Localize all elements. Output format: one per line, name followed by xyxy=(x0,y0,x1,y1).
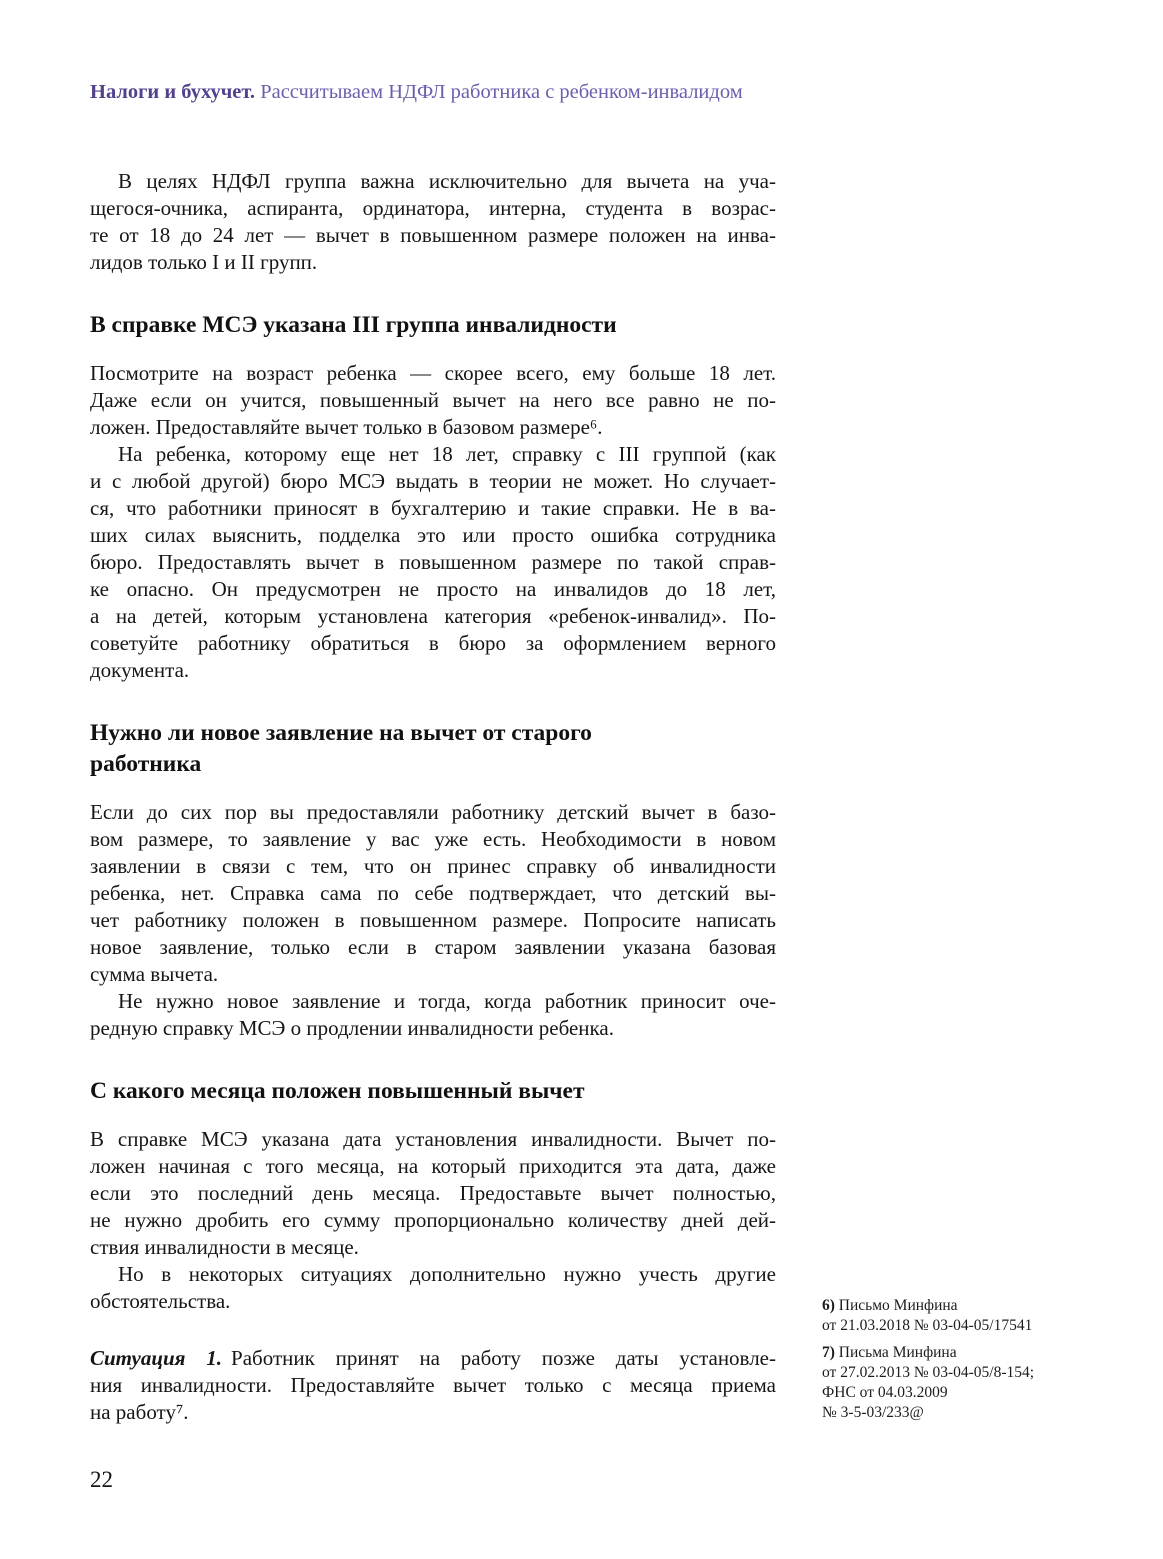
text-line: новое заявление, только если в старом заявлении указана базовая xyxy=(90,935,776,959)
publication-name: Налоги и бухучет. xyxy=(90,81,256,103)
text-line: ложен начиная с того месяца, на который приходится эта дата, даже xyxy=(90,1154,776,1178)
text-line: ребенка, нет. Справка сама по себе подтверждает, что детский вы- xyxy=(90,881,776,905)
text-line: а на детей, которым установлена категория «ребенок-инвалид». По- xyxy=(90,604,776,628)
footnote xyxy=(822,1296,1062,1336)
paragraph xyxy=(90,799,776,988)
paragraph xyxy=(90,441,776,684)
section-heading xyxy=(90,310,776,341)
footnote-line: 6) Письмо Минфина xyxy=(822,1297,958,1314)
heading-line: В справке МСЭ указана III группа инвалидности xyxy=(90,312,617,338)
paragraph xyxy=(90,1126,776,1261)
text-line: На ребенка, которому еще нет 18 лет, справку с III группой (как xyxy=(118,442,776,466)
footnote-line: от 21.03.2018 № 03-04-05/17541 xyxy=(822,1317,1033,1334)
paragraph xyxy=(90,360,776,441)
text-line: ложен. Предоставляйте вычет только в базовом размере⁶. xyxy=(90,415,603,439)
text-line: Ситуация 1. Работник принят на работу позже даты установле- xyxy=(90,1346,776,1370)
text-line: и с любой другой) бюро МСЭ выдать в теории не может. Но случает- xyxy=(90,469,776,493)
footnote-line: № 3-5-03/233@ xyxy=(822,1404,924,1421)
page-number: 22 xyxy=(90,1467,113,1492)
text-line: заявлении в связи с тем, что он принес справку об инвалидности xyxy=(90,854,776,878)
running-header xyxy=(90,80,743,104)
heading-line: работника xyxy=(90,751,202,777)
text-line: ствия инвалидности в месяце. xyxy=(90,1235,359,1259)
text-line: не нужно дробить его сумму пропорционально количеству дней дей- xyxy=(90,1208,776,1232)
text-line: Не нужно новое заявление и тогда, когда работник приносит оче- xyxy=(118,989,776,1013)
paragraph xyxy=(90,988,776,1042)
text-line: те от 18 до 24 лет — вычет в повышенном размере положен на инва- xyxy=(90,223,776,247)
text-line: если это последний день месяца. Предоставьте вычет полностью, xyxy=(90,1181,776,1205)
text-line: щегося-очника, аспиранта, ординатора, интерна, студента в возрас- xyxy=(90,196,776,220)
footnote-line: от 27.02.2013 № 03-04-05/8-154; xyxy=(822,1364,1035,1381)
section-heading xyxy=(90,718,776,780)
text-line: советуйте работнику обратиться в бюро за оформлением верного xyxy=(90,631,776,655)
heading-line: Нужно ли новое заявление на вычет от старого xyxy=(90,720,592,746)
text-line: Если до сих пор вы предоставляли работнику детский вычет в базо- xyxy=(90,800,776,824)
article-column xyxy=(90,168,776,1426)
footnote-line: 7) Письма Минфина xyxy=(822,1344,957,1361)
text-line: сумма вычета. xyxy=(90,962,219,986)
text-line: на работу⁷. xyxy=(90,1400,189,1424)
article-title: Рассчитываем НДФЛ работника с ребенком-инвалидом xyxy=(260,81,743,103)
paragraph xyxy=(90,168,776,276)
footnote-marker: 6) xyxy=(822,1297,839,1314)
footnotes xyxy=(822,1296,1062,1423)
text-line: лидов только I и II групп. xyxy=(90,250,318,274)
text-line: В целях НДФЛ группа важна исключительно для вычета на уча- xyxy=(118,169,776,193)
footnote-marker: 7) xyxy=(822,1344,839,1361)
text-line: вом размере, то заявление у вас уже есть. Необходимости в новом xyxy=(90,827,776,851)
text-line: ся, что работники приносят в бухгалтерию и такие справки. Не в ва- xyxy=(90,496,776,520)
text-line: редную справку МСЭ о продлении инвалидности ребенка. xyxy=(90,1016,614,1040)
text-line: ния инвалидности. Предоставляйте вычет только с месяца приема xyxy=(90,1373,776,1397)
text-line: В справке МСЭ указана дата установления инвалидности. Вычет по- xyxy=(90,1127,776,1151)
footnote xyxy=(822,1343,1062,1423)
text-line: Даже если он учится, повышенный вычет на него все равно не по- xyxy=(90,388,776,412)
situation-label: Ситуация 1. xyxy=(90,1346,223,1370)
text-line: бюро. Предоставлять вычет в повышенном размере по такой справ- xyxy=(90,550,776,574)
text-line: Но в некоторых ситуациях дополнительно нужно учесть другие xyxy=(118,1262,776,1286)
section-heading xyxy=(90,1076,776,1107)
text-line: обстоятельства. xyxy=(90,1289,231,1313)
text-line: чет работнику положен в повышенном размере. Попросите написать xyxy=(90,908,776,932)
text-line: документа. xyxy=(90,658,190,682)
paragraph xyxy=(90,1345,776,1426)
text-line: Посмотрите на возраст ребенка — скорее всего, ему больше 18 лет. xyxy=(90,361,776,385)
paragraph xyxy=(90,1261,776,1315)
heading-line: С какого месяца положен повышенный вычет xyxy=(90,1078,585,1104)
text-line: ке опасно. Он предусмотрен не просто на инвалидов до 18 лет, xyxy=(90,577,776,601)
footnote-line: ФНС от 04.03.2009 xyxy=(822,1384,948,1401)
text-line: ших силах выяснить, подделка это или просто ошибка сотрудника xyxy=(90,523,776,547)
